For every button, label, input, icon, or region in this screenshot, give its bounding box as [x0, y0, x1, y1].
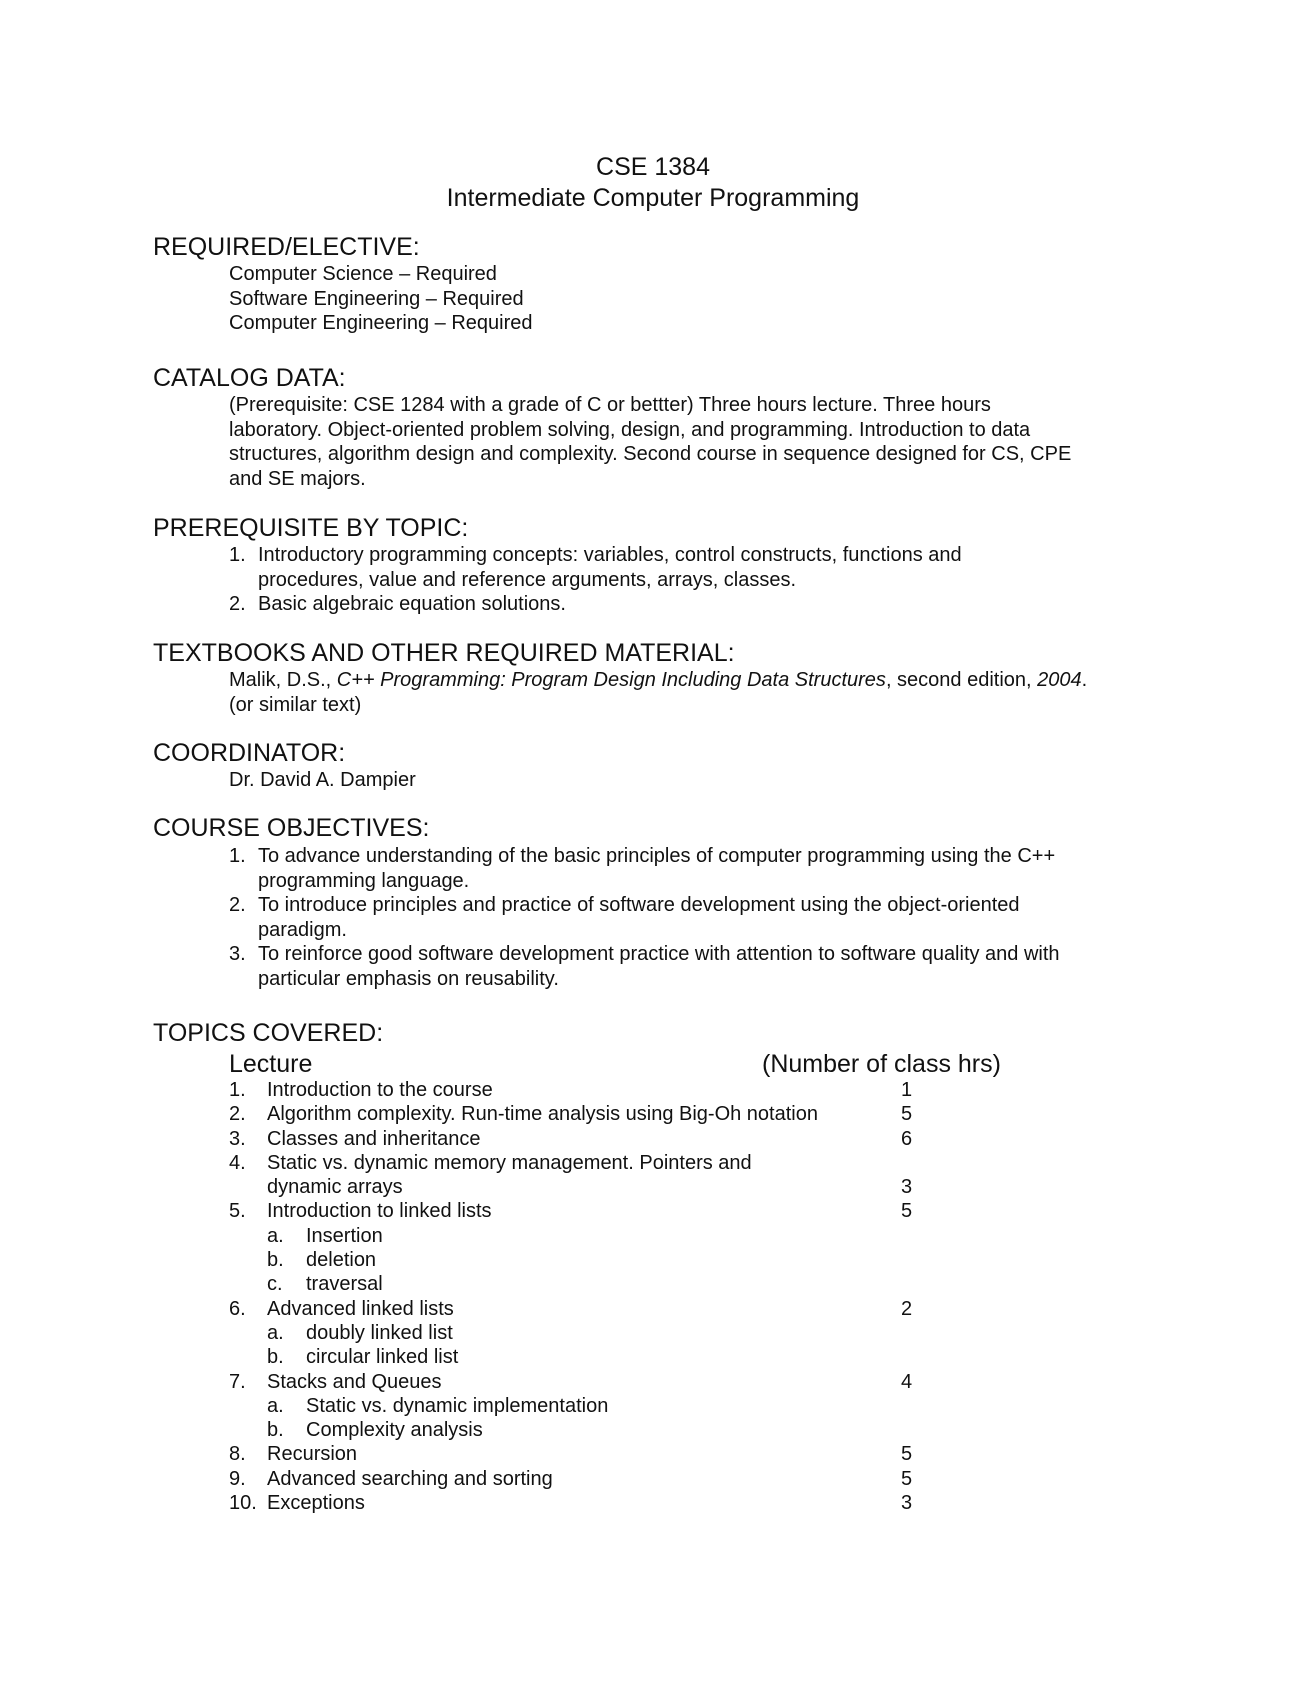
- textbook-citation: [229, 668, 1087, 693]
- topic-text: Static vs. dynamic memory management. Pointers and: [267, 1151, 752, 1174]
- textbooks-body: [229, 668, 1087, 717]
- topics-table: [229, 1050, 1029, 1515]
- item-text: procedures, value and reference arguments, arrays, classes.: [258, 568, 797, 591]
- topic-row: [229, 1370, 1029, 1394]
- topic-hours: 4: [901, 1370, 913, 1393]
- topic-number: 10.: [229, 1492, 257, 1515]
- catalog-line: structures, algorithm design and complexity. Second course in sequence designed for CS, CPE: [229, 443, 1072, 465]
- objectives-heading: COURSE OBJECTIVES:: [153, 814, 430, 842]
- topic-row: [229, 1467, 1029, 1491]
- topic-hours: 5: [901, 1103, 913, 1126]
- item-text: particular emphasis on reusability.: [258, 967, 559, 990]
- hours-column-header: (Number of class hrs): [762, 1050, 1001, 1078]
- topic-text: dynamic arrays: [267, 1176, 403, 1199]
- topic-number: 1.: [229, 1079, 246, 1101]
- subitem-letter: b.: [267, 1346, 284, 1369]
- topic-number: 7.: [229, 1370, 246, 1393]
- topic-row: [229, 1491, 1029, 1515]
- subitem-letter: b.: [267, 1419, 284, 1442]
- course-code: CSE 1384: [596, 153, 710, 181]
- objectives-list: [229, 844, 1060, 991]
- topics-table-header: [229, 1050, 1029, 1078]
- topic-hours: 6: [901, 1127, 913, 1150]
- textbooks-heading: TEXTBOOKS AND OTHER REQUIRED MATERIAL:: [153, 639, 735, 667]
- subitem-text: traversal: [306, 1273, 383, 1296]
- topics-heading: TOPICS COVERED:: [153, 1019, 384, 1047]
- topic-number: 8.: [229, 1443, 246, 1466]
- item-number: 1.: [229, 544, 246, 566]
- topic-subitem: [229, 1321, 1029, 1345]
- item-text: programming language.: [258, 869, 470, 892]
- topic-row: [229, 1442, 1029, 1466]
- subitem-letter: a.: [267, 1224, 284, 1247]
- topic-number: 6.: [229, 1297, 246, 1320]
- coordinator-heading: COORDINATOR:: [153, 739, 346, 767]
- course-name: Intermediate Computer Programming: [446, 184, 860, 212]
- required-elective-line: Software Engineering – Required: [229, 287, 524, 310]
- subitem-text: Static vs. dynamic implementation: [306, 1394, 609, 1417]
- subitem-letter: a.: [267, 1321, 284, 1344]
- topic-text: Exceptions: [267, 1492, 365, 1515]
- topic-row: [229, 1102, 1029, 1126]
- topic-hours: 3: [901, 1492, 913, 1515]
- item-number: 2.: [229, 894, 246, 916]
- subitem-text: deletion: [306, 1249, 377, 1272]
- topic-number: 3.: [229, 1127, 246, 1150]
- textbook-edition: , second edition,: [885, 669, 1038, 691]
- subitem-text: Insertion: [306, 1224, 383, 1247]
- topic-text: Advanced linked lists: [267, 1297, 454, 1320]
- topic-text: Algorithm complexity. Run-time analysis using Big-Oh notation: [267, 1103, 818, 1126]
- catalog-heading: CATALOG DATA:: [153, 364, 346, 392]
- topic-hours: 3: [901, 1176, 913, 1199]
- topic-hours: 1: [901, 1079, 913, 1101]
- subitem-text: Complexity analysis: [306, 1419, 483, 1442]
- subitem-letter: a.: [267, 1394, 284, 1417]
- required-elective-line: Computer Science – Required: [229, 263, 497, 285]
- topic-text: Classes and inheritance: [267, 1127, 481, 1150]
- list-item: [229, 893, 1060, 942]
- coordinator-name: Dr. David A. Dampier: [229, 769, 416, 791]
- item-number: 3.: [229, 943, 246, 965]
- topic-subitem: [229, 1345, 1029, 1369]
- textbook-note: (or similar text): [229, 693, 362, 716]
- list-item: [229, 543, 962, 592]
- list-item: [229, 942, 1060, 991]
- list-item: [229, 844, 1060, 893]
- topic-text: Introduction to the course: [267, 1079, 493, 1101]
- topic-number: 4.: [229, 1151, 246, 1174]
- item-text: To reinforce good software development practice with attention to software quality and with: [258, 943, 1060, 965]
- item-number: 1.: [229, 845, 246, 867]
- catalog-line: laboratory. Object-oriented problem solving, design, and programming. Introduction to data: [229, 418, 1031, 441]
- topic-number: 2.: [229, 1103, 246, 1126]
- topic-rows: [229, 1078, 1029, 1515]
- topic-subitem: [229, 1394, 1029, 1418]
- lecture-column-header: Lecture: [229, 1050, 313, 1078]
- topic-text: Stacks and Queues: [267, 1370, 442, 1393]
- item-text: paradigm.: [258, 918, 347, 941]
- catalog-line: and SE majors.: [229, 467, 366, 490]
- required-elective-list: [229, 262, 533, 336]
- item-text: To advance understanding of the basic principles of computer programming using the C++: [258, 845, 1056, 867]
- topic-hours: 5: [901, 1200, 913, 1223]
- topic-subitem: [229, 1418, 1029, 1442]
- item-text: To introduce principles and practice of software development using the object-oriented: [258, 894, 1020, 916]
- topic-subitem: [229, 1248, 1029, 1272]
- list-item: [229, 592, 962, 617]
- topic-hours: 2: [901, 1297, 913, 1320]
- topic-subitem: [229, 1224, 1029, 1248]
- topic-hours: 5: [901, 1467, 913, 1490]
- topic-text: Recursion: [267, 1443, 358, 1466]
- prereq-list: [229, 543, 962, 617]
- textbook-title: C++ Programming: Program Design Including Data Structures: [336, 669, 886, 691]
- topic-row: [229, 1127, 1029, 1151]
- required-elective-heading: REQUIRED/ELECTIVE:: [153, 233, 420, 261]
- subitem-text: doubly linked list: [306, 1321, 453, 1344]
- topic-row: [229, 1078, 1029, 1102]
- required-elective-line: Computer Engineering – Required: [229, 312, 533, 334]
- course-title-block: [0, 152, 1306, 214]
- item-text: Basic algebraic equation solutions.: [258, 593, 566, 615]
- subitem-letter: c.: [267, 1273, 283, 1296]
- subitem-letter: b.: [267, 1249, 284, 1272]
- topic-row: [229, 1199, 1029, 1223]
- catalog-paragraph: [229, 393, 1129, 491]
- item-number: 2.: [229, 593, 246, 615]
- textbook-author: Malik, D.S.,: [229, 669, 337, 691]
- prereq-heading: PREREQUISITE BY TOPIC:: [153, 514, 469, 542]
- topic-row: [229, 1175, 1029, 1199]
- textbook-year: 2004: [1037, 669, 1082, 691]
- topic-text: Introduction to linked lists: [267, 1200, 492, 1223]
- topic-row: [229, 1151, 1029, 1175]
- topic-number: 5.: [229, 1200, 246, 1223]
- topic-text: Advanced searching and sorting: [267, 1467, 553, 1490]
- catalog-line: (Prerequisite: CSE 1284 with a grade of C or bettter) Three hours lecture. Three hours: [229, 394, 991, 416]
- subitem-text: circular linked list: [306, 1346, 459, 1369]
- topic-hours: 5: [901, 1443, 913, 1466]
- topic-row: [229, 1297, 1029, 1321]
- textbook-period: .: [1081, 669, 1088, 691]
- topic-number: 9.: [229, 1467, 246, 1490]
- topic-subitem: [229, 1272, 1029, 1296]
- item-text: Introductory programming concepts: variables, control constructs, functions and: [258, 544, 962, 566]
